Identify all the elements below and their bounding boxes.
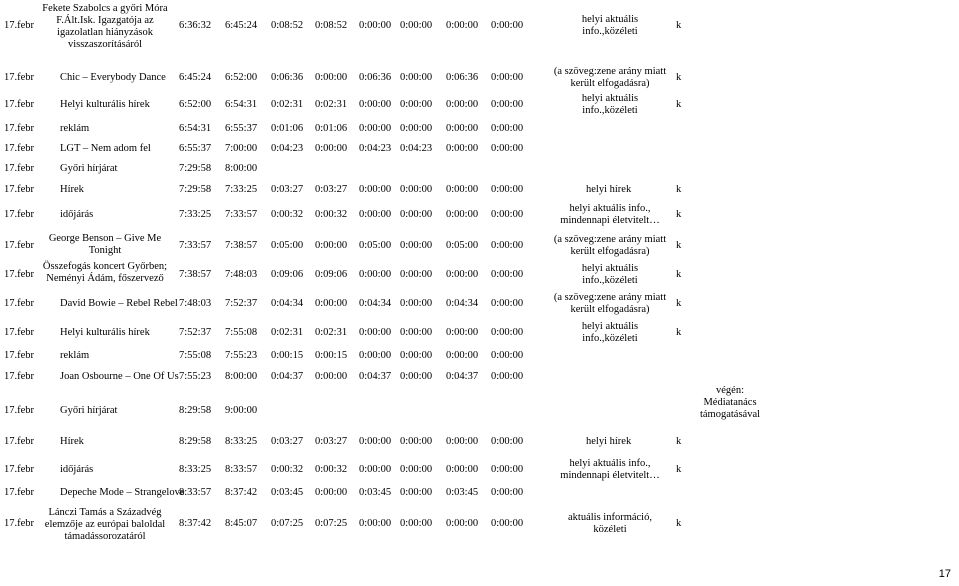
k-marker: k <box>676 464 682 475</box>
title-cell: Győri hírjárat <box>60 405 118 416</box>
time-cell: 0:00:00 <box>446 99 479 110</box>
k-marker: k <box>676 436 682 447</box>
date-cell: 17.febr <box>4 163 35 174</box>
table-row <box>0 348 959 364</box>
time-cell: 0:00:00 <box>359 99 392 110</box>
time-cell: 8:37:42 <box>225 487 258 498</box>
title-cell: Fekete Szabolcs a győri Móra F.Ált.Isk. Igazgatója az igazolatlan hiányzások visszaszorításáról <box>42 3 168 50</box>
time-cell: 7:33:57 <box>179 240 212 251</box>
time-cell: 0:04:23 <box>400 143 433 154</box>
extra-note: végén: Médiatanács támogatásával <box>699 385 761 420</box>
time-cell: 7:00:00 <box>225 143 258 154</box>
title-cell: Helyi kulturális hírek <box>60 99 150 110</box>
title-cell: időjárás <box>60 209 94 220</box>
table-row <box>0 233 959 259</box>
time-cell: 0:00:00 <box>400 436 433 447</box>
time-cell: 0:07:25 <box>271 518 304 529</box>
time-cell: 0:00:00 <box>491 371 524 382</box>
title-cell: Hírek <box>60 436 84 447</box>
k-marker: k <box>676 240 682 251</box>
time-cell: 8:33:25 <box>179 464 212 475</box>
time-cell: 0:06:36 <box>359 72 392 83</box>
category-note: (a szöveg:zene arány miatt került elfogadásra) <box>553 66 667 89</box>
time-cell: 0:03:27 <box>315 184 348 195</box>
date-cell: 17.febr <box>4 123 35 134</box>
title-cell: Hírek <box>60 184 84 195</box>
time-cell: 6:55:37 <box>225 123 258 134</box>
k-marker: k <box>676 269 682 280</box>
title-cell: Helyi kulturális hírek <box>60 327 150 338</box>
date-cell: 17.febr <box>4 487 35 498</box>
time-cell: 0:00:00 <box>400 209 433 220</box>
table-row <box>0 369 959 385</box>
time-cell: 0:00:32 <box>315 209 348 220</box>
time-cell: 8:33:57 <box>179 487 212 498</box>
time-cell: 0:03:45 <box>359 487 392 498</box>
category-note: helyi aktuális info.,közéleti <box>581 93 639 116</box>
time-cell: 6:54:31 <box>225 99 258 110</box>
table-row <box>0 261 959 289</box>
k-marker: k <box>676 184 682 195</box>
page-number: 17 <box>938 568 951 580</box>
date-cell: 17.febr <box>4 298 35 309</box>
time-cell: 6:36:32 <box>179 20 212 31</box>
title-cell: Depeche Mode – Strangelove <box>60 487 185 498</box>
k-marker: k <box>676 72 682 83</box>
time-cell: 0:00:00 <box>400 72 433 83</box>
time-cell: 0:03:27 <box>315 436 348 447</box>
time-cell: 0:02:31 <box>271 327 304 338</box>
title-cell: David Bowie – Rebel Rebel <box>60 298 178 309</box>
time-cell: 7:52:37 <box>225 298 258 309</box>
time-cell: 7:29:58 <box>179 184 212 195</box>
time-cell: 0:00:00 <box>315 72 348 83</box>
time-cell: 0:00:00 <box>446 123 479 134</box>
time-cell: 6:52:00 <box>179 99 212 110</box>
time-cell: 0:00:00 <box>491 20 524 31</box>
time-cell: 0:00:00 <box>491 72 524 83</box>
time-cell: 0:00:00 <box>400 240 433 251</box>
time-cell: 0:00:00 <box>491 327 524 338</box>
time-cell: 0:04:37 <box>446 371 479 382</box>
date-cell: 17.febr <box>4 72 35 83</box>
time-cell: 0:00:00 <box>491 350 524 361</box>
time-cell: 0:09:06 <box>271 269 304 280</box>
time-cell: 0:00:00 <box>446 20 479 31</box>
time-cell: 0:00:00 <box>491 464 524 475</box>
time-cell: 0:00:00 <box>400 327 433 338</box>
time-cell: 8:45:07 <box>225 518 258 529</box>
time-cell: 0:00:00 <box>491 518 524 529</box>
time-cell: 0:04:34 <box>446 298 479 309</box>
time-cell: 0:00:00 <box>359 269 392 280</box>
time-cell: 0:00:00 <box>491 99 524 110</box>
time-cell: 0:00:32 <box>271 209 304 220</box>
time-cell: 0:00:15 <box>315 350 348 361</box>
time-cell: 0:04:37 <box>359 371 392 382</box>
time-cell: 0:00:00 <box>446 350 479 361</box>
time-cell: 0:00:00 <box>491 184 524 195</box>
time-cell: 7:33:57 <box>225 209 258 220</box>
title-cell: reklám <box>60 350 90 361</box>
time-cell: 0:04:37 <box>271 371 304 382</box>
time-cell: 0:00:00 <box>446 436 479 447</box>
time-cell: 0:00:00 <box>446 184 479 195</box>
title-cell: időjárás <box>60 464 94 475</box>
time-cell: 0:04:34 <box>359 298 392 309</box>
time-cell: 6:45:24 <box>179 72 212 83</box>
table-row <box>0 182 959 198</box>
category-note: (a szöveg:zene arány miatt került elfogadásra) <box>553 292 667 315</box>
time-cell: 0:00:00 <box>400 371 433 382</box>
category-note: helyi aktuális info., mindennapi életvitelt… <box>560 458 660 481</box>
time-cell: 0:00:00 <box>359 20 392 31</box>
table-row <box>0 93 959 117</box>
time-cell: 6:54:31 <box>179 123 212 134</box>
time-cell: 0:03:27 <box>271 436 304 447</box>
table-row <box>0 434 959 450</box>
time-cell: 0:00:00 <box>491 487 524 498</box>
date-cell: 17.febr <box>4 240 35 251</box>
time-cell: 0:02:31 <box>271 99 304 110</box>
time-cell: 8:00:00 <box>225 371 258 382</box>
table-row <box>0 507 959 541</box>
time-cell: 0:03:45 <box>446 487 479 498</box>
title-cell: George Benson – Give Me Tonight <box>48 233 162 256</box>
category-note: helyi aktuális info.,közéleti <box>581 263 639 286</box>
table-row <box>0 161 959 177</box>
time-cell: 0:07:25 <box>315 518 348 529</box>
time-cell: 0:09:06 <box>315 269 348 280</box>
time-cell: 0:02:31 <box>315 99 348 110</box>
time-cell: 0:00:00 <box>400 464 433 475</box>
time-cell: 7:52:37 <box>179 327 212 338</box>
time-cell: 0:00:00 <box>359 327 392 338</box>
time-cell: 7:55:08 <box>225 327 258 338</box>
title-cell: Chic – Everybody Dance <box>60 72 166 83</box>
time-cell: 0:00:00 <box>400 298 433 309</box>
k-marker: k <box>676 209 682 220</box>
time-cell: 0:00:00 <box>359 184 392 195</box>
time-cell: 8:37:42 <box>179 518 212 529</box>
time-cell: 9:00:00 <box>225 405 258 416</box>
time-cell: 0:02:31 <box>315 327 348 338</box>
time-cell: 0:04:34 <box>271 298 304 309</box>
time-cell: 0:00:00 <box>400 518 433 529</box>
date-cell: 17.febr <box>4 269 35 280</box>
time-cell: 0:00:00 <box>400 184 433 195</box>
time-cell: 6:52:00 <box>225 72 258 83</box>
time-cell: 0:00:00 <box>491 209 524 220</box>
time-cell: 7:48:03 <box>225 269 258 280</box>
category-note: aktuális információ, közéleti <box>568 512 652 535</box>
time-cell: 8:29:58 <box>179 405 212 416</box>
time-cell: 0:00:00 <box>359 518 392 529</box>
date-cell: 17.febr <box>4 327 35 338</box>
time-cell: 0:05:00 <box>446 240 479 251</box>
time-cell: 7:55:08 <box>179 350 212 361</box>
title-cell: reklám <box>60 123 90 134</box>
time-cell: 0:00:00 <box>446 209 479 220</box>
time-cell: 0:00:00 <box>491 436 524 447</box>
time-cell: 0:08:52 <box>271 20 304 31</box>
time-cell: 6:45:24 <box>225 20 258 31</box>
category-note: helyi aktuális info.,közéleti <box>581 14 639 37</box>
time-cell: 8:29:58 <box>179 436 212 447</box>
time-cell: 0:00:00 <box>400 20 433 31</box>
time-cell: 0:08:52 <box>315 20 348 31</box>
time-cell: 0:05:00 <box>359 240 392 251</box>
time-cell: 0:06:36 <box>271 72 304 83</box>
time-cell: 0:04:23 <box>359 143 392 154</box>
time-cell: 0:00:00 <box>446 269 479 280</box>
table-row <box>0 68 959 88</box>
time-cell: 8:00:00 <box>225 163 258 174</box>
time-cell: 0:00:00 <box>446 327 479 338</box>
table-row <box>0 141 959 157</box>
time-cell: 7:55:23 <box>225 350 258 361</box>
time-cell: 0:00:00 <box>315 143 348 154</box>
k-marker: k <box>676 20 682 31</box>
time-cell: 0:00:32 <box>271 464 304 475</box>
time-cell: 7:29:58 <box>179 163 212 174</box>
date-cell: 17.febr <box>4 209 35 220</box>
date-cell: 17.febr <box>4 518 35 529</box>
time-cell: 0:00:00 <box>359 350 392 361</box>
table-row <box>0 3 959 49</box>
time-cell: 0:00:00 <box>359 123 392 134</box>
time-cell: 0:00:00 <box>491 143 524 154</box>
time-cell: 0:00:00 <box>400 350 433 361</box>
time-cell: 0:03:27 <box>271 184 304 195</box>
time-cell: 0:00:00 <box>491 298 524 309</box>
category-note: helyi aktuális info., mindennapi életvitelt… <box>560 203 660 226</box>
date-cell: 17.febr <box>4 464 35 475</box>
time-cell: 0:04:23 <box>271 143 304 154</box>
time-cell: 0:00:00 <box>400 99 433 110</box>
time-cell: 0:00:32 <box>315 464 348 475</box>
k-marker: k <box>676 99 682 110</box>
time-cell: 7:38:57 <box>179 269 212 280</box>
time-cell: 0:00:00 <box>400 487 433 498</box>
time-cell: 0:00:00 <box>400 123 433 134</box>
time-cell: 8:33:57 <box>225 464 258 475</box>
time-cell: 7:33:25 <box>225 184 258 195</box>
time-cell: 0:00:00 <box>315 240 348 251</box>
time-cell: 7:33:25 <box>179 209 212 220</box>
category-note: helyi aktuális info.,közéleti <box>581 321 639 344</box>
time-cell: 8:33:25 <box>225 436 258 447</box>
time-cell: 7:48:03 <box>179 298 212 309</box>
date-cell: 17.febr <box>4 184 35 195</box>
time-cell: 0:00:00 <box>446 464 479 475</box>
table-row <box>0 321 959 345</box>
time-cell: 0:01:06 <box>271 123 304 134</box>
category-note: helyi hírek <box>586 436 632 447</box>
time-cell: 0:03:45 <box>271 487 304 498</box>
table-row <box>0 385 959 429</box>
date-cell: 17.febr <box>4 99 35 110</box>
time-cell: 0:01:06 <box>315 123 348 134</box>
time-cell: 6:55:37 <box>179 143 212 154</box>
title-cell: Joan Osbourne – One Of Us <box>60 371 179 382</box>
table-row <box>0 294 959 314</box>
title-cell: Összefogás koncert Győrben; Neményi Ádám, főszervező <box>42 261 168 284</box>
time-cell: 0:00:00 <box>491 269 524 280</box>
table-row <box>0 121 959 137</box>
table-row <box>0 459 959 481</box>
time-cell: 0:00:00 <box>315 487 348 498</box>
date-cell: 17.febr <box>4 20 35 31</box>
time-cell: 0:00:00 <box>359 209 392 220</box>
time-cell: 0:00:00 <box>491 240 524 251</box>
k-marker: k <box>676 298 682 309</box>
title-cell: LGT – Nem adom fel <box>60 143 151 154</box>
table-row <box>0 485 959 501</box>
date-cell: 17.febr <box>4 143 35 154</box>
time-cell: 0:05:00 <box>271 240 304 251</box>
time-cell: 0:00:00 <box>446 143 479 154</box>
time-cell: 0:00:00 <box>359 464 392 475</box>
time-cell: 7:55:23 <box>179 371 212 382</box>
date-cell: 17.febr <box>4 350 35 361</box>
title-cell: Lánczi Tamás a Századvég elemzője az európai baloldal támadássorozatáról <box>44 507 166 542</box>
title-cell: Győri hírjárat <box>60 163 118 174</box>
date-cell: 17.febr <box>4 436 35 447</box>
time-cell: 0:00:00 <box>446 518 479 529</box>
time-cell: 0:00:00 <box>315 298 348 309</box>
k-marker: k <box>676 327 682 338</box>
time-cell: 7:38:57 <box>225 240 258 251</box>
time-cell: 0:06:36 <box>446 72 479 83</box>
category-note: helyi hírek <box>586 184 632 195</box>
time-cell: 0:00:15 <box>271 350 304 361</box>
time-cell: 0:00:00 <box>400 269 433 280</box>
time-cell: 0:00:00 <box>491 123 524 134</box>
time-cell: 0:00:00 <box>359 436 392 447</box>
date-cell: 17.febr <box>4 405 35 416</box>
category-note: (a szöveg:zene arány miatt került elfogadásra) <box>553 234 667 257</box>
time-cell: 0:00:00 <box>315 371 348 382</box>
k-marker: k <box>676 518 682 529</box>
date-cell: 17.febr <box>4 371 35 382</box>
table-row <box>0 203 959 227</box>
